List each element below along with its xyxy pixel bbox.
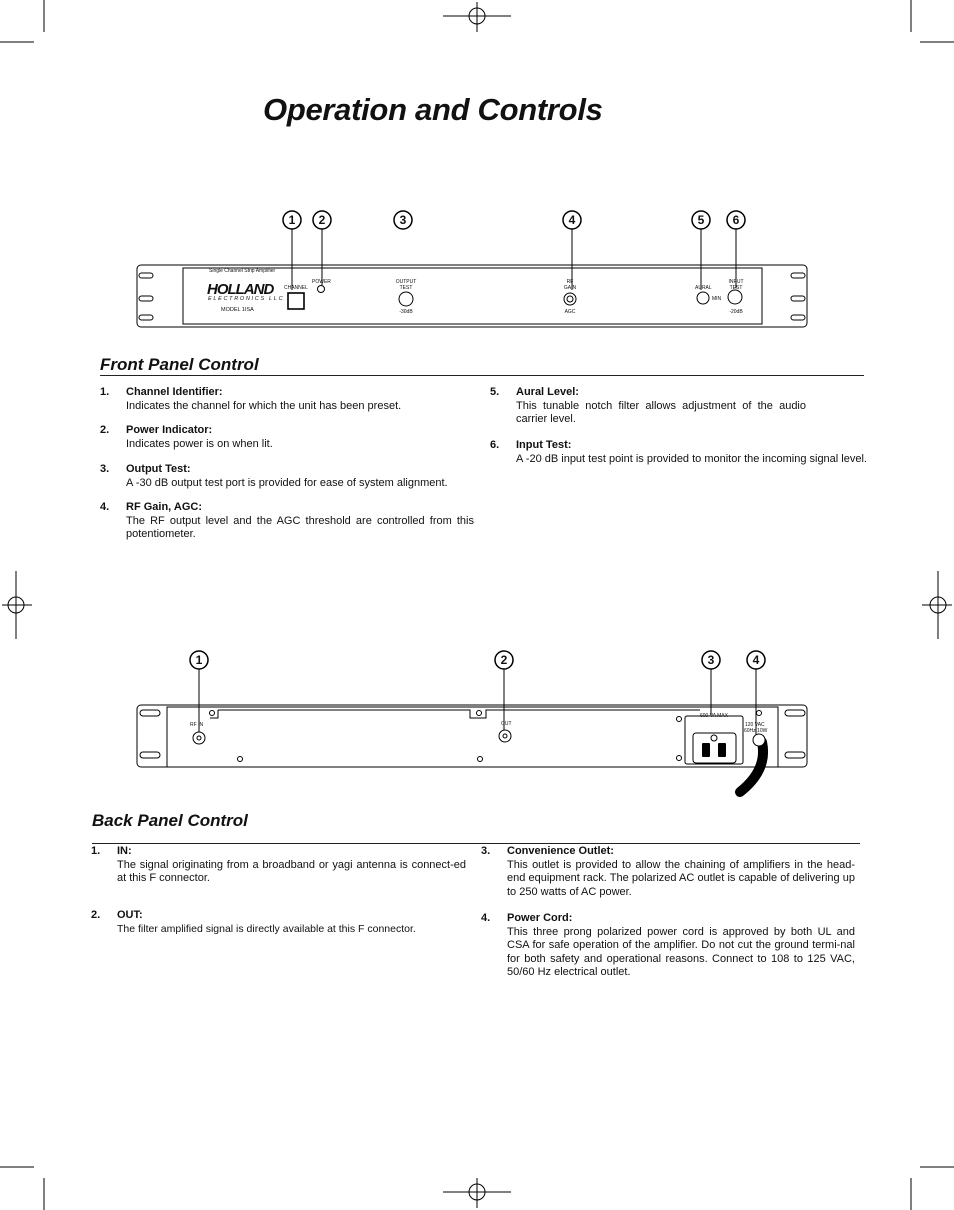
front-callout-5: 5 — [697, 213, 705, 227]
front-callout-1: 1 — [288, 213, 296, 227]
front-callout-4: 4 — [568, 213, 576, 227]
item-number: 5. — [490, 386, 500, 398]
output-test-label-1: OUTPUT — [395, 279, 417, 285]
back-heading-rule — [92, 843, 860, 844]
item-number: 1. — [100, 386, 110, 398]
outlet-label: 600 VA MAX — [700, 713, 728, 719]
back-panel-heading: Back Panel Control — [92, 811, 248, 830]
item-number: 4. — [481, 912, 491, 924]
brand-subtitle: ELECTRONICS LLC — [208, 296, 285, 302]
channel-label: CHANNEL — [284, 285, 308, 291]
item-heading: RF Gain, AGC: — [126, 501, 202, 513]
item-number: 3. — [100, 463, 110, 475]
item-heading: Output Test: — [126, 463, 191, 475]
back-callout-3: 3 — [707, 653, 715, 667]
item-text: A -20 dB input test point is provided to monitor the incoming signal level. — [516, 452, 867, 465]
agc-label: AGC — [564, 309, 576, 315]
item-text: This three prong polarized power cord is approved by both UL and CSA for safe operation of the amplifier. Do not cut the ground termi-nal for both safety and operational reasons. Connect to 108 to 125 VAC, 50/60 Hz electrical outlet. — [507, 925, 855, 978]
input-test-label-1: INPUT — [728, 279, 744, 285]
item-text: Indicates the channel for which the unit has been preset. — [126, 399, 402, 412]
rf-gain-label-1: RF — [566, 279, 574, 285]
item-heading: IN: — [117, 845, 132, 857]
item-number: 2. — [100, 424, 110, 436]
back-callout-1: 1 — [195, 653, 203, 667]
output-test-value: -30dB — [399, 309, 413, 315]
item-heading: Channel Identifier: — [126, 386, 223, 398]
input-test-value: -20dB — [729, 309, 743, 315]
item-heading: Input Test: — [516, 439, 572, 451]
item-heading: OUT: — [117, 909, 143, 921]
item-number: 1. — [91, 845, 101, 857]
item-text: This outlet is provided to allow the chaining of amplifiers in the head-end equipment rack. The polarized AC outlet is capable of delivering up to 250 watts of AC power. — [507, 858, 855, 898]
back-item-4 — [481, 912, 855, 980]
page-title: Operation and Controls — [263, 92, 603, 127]
min-label: MIN — [712, 296, 722, 302]
front-callout-3: 3 — [399, 213, 407, 227]
item-heading: Power Cord: — [507, 912, 573, 924]
item-text: Indicates power is on when lit. — [126, 437, 273, 450]
rf-in-label: RF IN — [190, 722, 204, 728]
panel-model: MODEL 1ISA — [221, 307, 254, 313]
out-label: OUT — [501, 721, 512, 727]
power-label: POWER — [312, 279, 331, 285]
back-callout-4: 4 — [752, 653, 760, 667]
item-text: This tunable notch filter allows adjustment of the audio carrier level. — [516, 399, 806, 425]
back-item-2 — [91, 909, 466, 936]
front-callout-2: 2 — [318, 213, 326, 227]
item-heading: Power Indicator: — [126, 424, 213, 436]
item-number: 2. — [91, 909, 101, 921]
item-number: 6. — [490, 439, 500, 451]
item-heading: Convenience Outlet: — [507, 845, 614, 857]
item-number: 3. — [481, 845, 491, 857]
item-text: The RF output level and the AGC threshold are controlled from this potentiometer. — [126, 514, 474, 540]
back-callout-2: 2 — [500, 653, 508, 667]
back-item-1 — [91, 845, 466, 886]
panel-model-line: Single Channel Strip Amplifier — [209, 268, 276, 274]
front-callout-6: 6 — [732, 213, 740, 227]
item-number: 4. — [100, 501, 110, 513]
power-rating-1: 120 VAC — [745, 722, 765, 728]
front-panel-heading: Front Panel Control — [100, 355, 259, 374]
brand-logo: HOLLAND — [207, 281, 274, 298]
output-test-label-2: TEST — [399, 285, 413, 291]
aural-label: AURAL — [695, 285, 712, 291]
input-test-label-2: TEST — [729, 285, 743, 291]
item-heading: Aural Level: — [516, 386, 579, 398]
item-text: The signal originating from a broadband or yagi antenna is connect-ed at this F connector. — [117, 858, 466, 884]
item-text: The filter amplified signal is directly available at this F connector. — [117, 922, 416, 935]
rf-gain-label-2: GAIN — [563, 285, 577, 291]
back-item-3 — [481, 845, 855, 899]
item-text: A -30 dB output test port is provided for ease of system alignment. — [126, 476, 448, 489]
power-rating-2: 60Hz 10W — [744, 728, 768, 734]
